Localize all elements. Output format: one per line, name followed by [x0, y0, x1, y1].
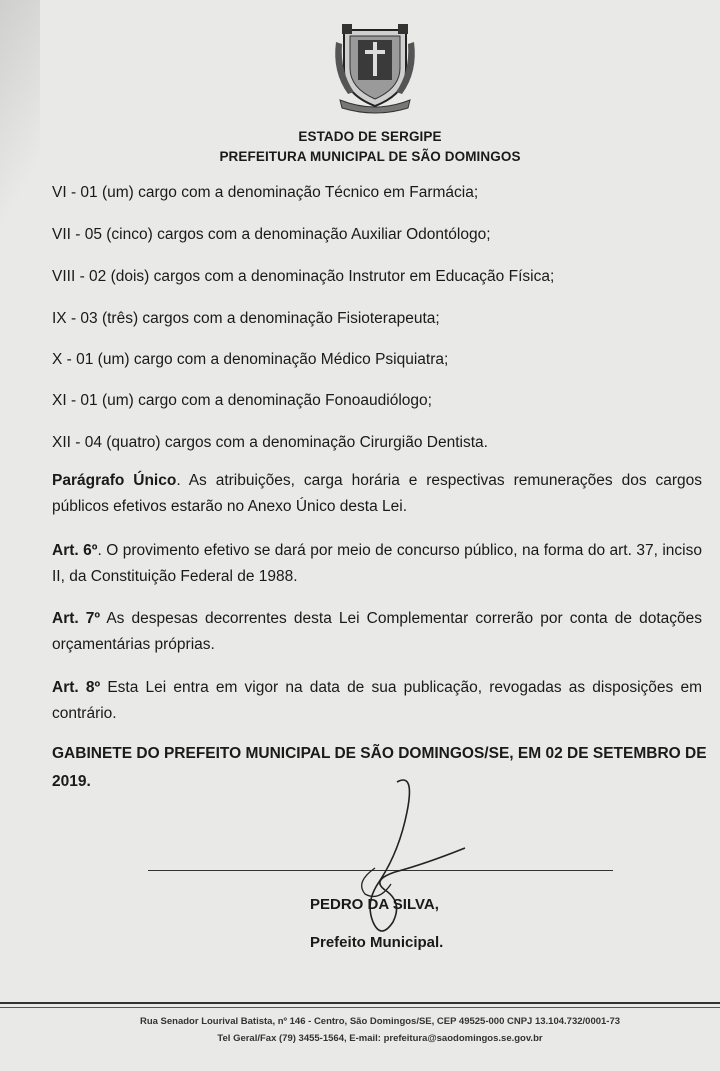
item-xii: XII - 04 (quatro) cargos com a denominação Cirurgião Dentista.	[52, 434, 488, 451]
article-7-text: As despesas decorrentes desta Lei Complementar correrão por conta de dotações orçamentárias próprias.	[52, 610, 702, 653]
article-8-label: Art. 8º	[52, 679, 101, 696]
paragrafo-text: . As atribuições, carga horária e respectivas remunerações dos cargos públicos efetivos estarão no Anexo Único desta Lei.	[52, 472, 702, 515]
footer-rule	[0, 1002, 720, 1004]
gabinete-dateline: GABINETE DO PREFEITO MUNICIPAL DE SÃO DOMINGOS/SE, EM 02 DE SETEMBRO DE 2019.	[52, 745, 707, 790]
item-viii: VIII - 02 (dois) cargos com a denominação Instrutor em Educação Física;	[52, 268, 555, 285]
signer-name: PEDRO DA SILVA,	[310, 896, 439, 913]
handwritten-signature	[335, 772, 475, 947]
footer-rule-thin	[0, 1007, 720, 1008]
item-ix: IX - 03 (três) cargos com a denominação Fisioterapeuta;	[52, 310, 440, 327]
header-state: ESTADO DE SERGIPE	[298, 129, 442, 144]
paragrafo-unico	[52, 468, 702, 520]
article-7	[52, 606, 702, 658]
municipal-coat-of-arms	[330, 22, 420, 114]
article-6-text: . O provimento efetivo se dará por meio de concurso público, na forma do art. 37, inciso II, da Constituição Federal de 1988.	[52, 542, 702, 585]
article-6-label: Art. 6º	[52, 542, 98, 559]
article-7-label: Art. 7º	[52, 610, 101, 627]
item-vi: VI - 01 (um) cargo com a denominação Técnico em Farmácia;	[52, 184, 479, 201]
article-8-text: Esta Lei entra em vigor na data de sua publicação, revogadas as disposições em contrário.	[52, 679, 702, 722]
footer-contact: Tel Geral/Fax (79) 3455-1564, E-mail: prefeitura@saodomingos.se.gov.br	[217, 1033, 543, 1044]
article-8	[52, 675, 702, 727]
signer-role: Prefeito Municipal.	[310, 934, 444, 951]
article-6	[52, 538, 702, 590]
footer-address: Rua Senador Lourival Batista, nº 146 - Centro, São Domingos/SE, CEP 49525-000 CNPJ 13.104.732/0001-73	[139, 1016, 621, 1027]
item-x: X - 01 (um) cargo com a denominação Médico Psiquiatra;	[52, 351, 449, 368]
header-municipality: PREFEITURA MUNICIPAL DE SÃO DOMINGOS	[219, 149, 521, 164]
paragrafo-label: Parágrafo Único	[52, 472, 177, 489]
item-vii: VII - 05 (cinco) cargos com a denominação Auxiliar Odontólogo;	[52, 226, 491, 243]
item-xi: XI - 01 (um) cargo com a denominação Fonoaudiólogo;	[52, 392, 432, 409]
